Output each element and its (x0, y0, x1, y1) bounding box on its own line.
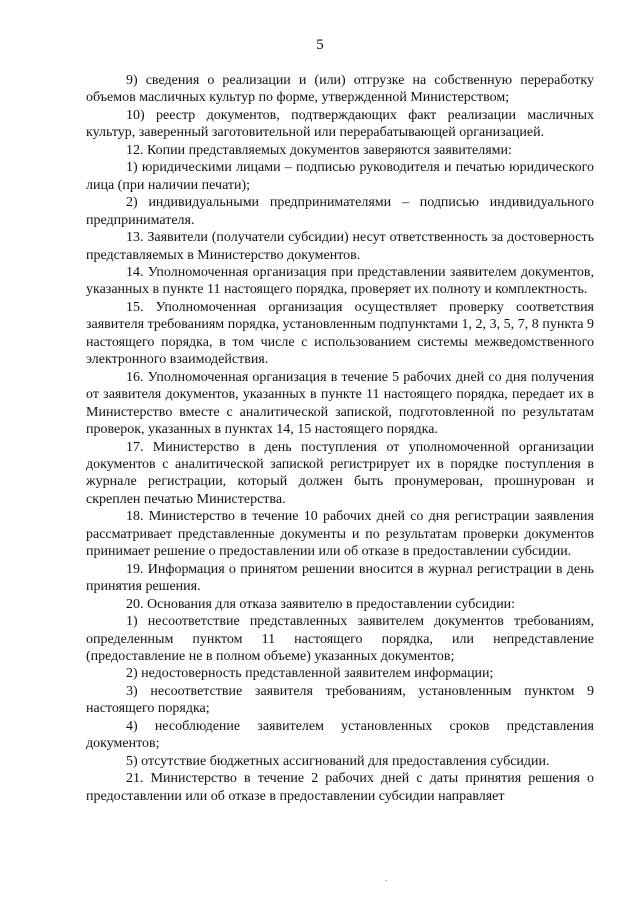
paragraph: 16. Уполномоченная организация в течение 5 рабочих дней со дня получения от заявителя документов, указанных в пункте 11 настоящего порядка, передает их в Министерство вместе с аналитической запиской, подготовленной по результатам проверок, указанных в пунктах 14, 15 настоящего порядка. (86, 369, 594, 438)
paragraph: 2) недостоверность представленной заявителем информации; (126, 666, 494, 682)
document-body (86, 72, 594, 805)
paragraph: 1) несоответствие представленных заявителем документов требованиям, определенным пунктом 11 настоящего порядка, или непредставление (предоставление не в полном объеме) указанных документов; (86, 614, 594, 664)
paragraph: 12. Копии представляемых документов заверяются заявителями: (126, 142, 512, 158)
paragraph: 18. Министерство в течение 10 рабочих дней со дня регистрации заявления рассматривает представленные документы и по результатам проверки документов принимает решение о предоставлении или об отказе в предоставлении субсидии. (86, 509, 594, 560)
paragraph: 5) отсутствие бюджетных ассигнований для предоставления субсидии. (126, 753, 550, 769)
paragraph: 4) несоблюдение заявителем установленных сроков представления документов; (86, 718, 594, 752)
paragraph: 20. Основания для отказа заявителю в предоставлении субсидии: (126, 596, 516, 612)
paragraph: 21. Министерство в течение 2 рабочих дней с даты принятия решения о предоставлении или об отказе в предоставлении субсидии направляет (86, 771, 594, 804)
paragraph: 1) юридическими лицами – подписью руководителя и печатью юридического лица (при наличии печати); (86, 160, 594, 193)
page-number: 5 (316, 37, 324, 53)
paragraph: 10) реестр документов, подтверждающих факт реализации масличных культур, заверенный заготовительной или перерабатывающей организацией. (86, 107, 594, 141)
paragraph: 13. Заявители (получатели субсидии) несут ответственность за достоверность представляемых в Министерство документов. (86, 230, 594, 263)
paragraph: 17. Министерство в день поступления от уполномоченной организации документов с аналитической запиской регистрирует их в порядке поступления в журнале регистрации, который должен быть пронумерован, прошнурован и скреплен печатью Министерства. (86, 439, 594, 507)
paragraph: 14. Уполномоченная организация при представлении заявителем документов, указанных в пункте 11 настоящего порядка, проверяет их полноту и комплектность. (86, 264, 594, 298)
paragraph: 3) несоответствие заявителя требованиям, установленным пунктом 9 настоящего порядка; (86, 683, 594, 717)
paragraph: 15. Уполномоченная организация осуществляет проверку соответствия заявителя требованиям порядка, установленным подпунктами 1, 2, 3, 5, 7, 8 пункта 9 настоящего порядка, в том числе с использованием системы межведомственного электронного взаимодействия. (86, 299, 594, 368)
paragraph: 19. Информация о принятом решении вносится в журнал регистрации в день принятия решения. (86, 561, 594, 595)
scan-speck (385, 880, 387, 881)
paragraph: 9) сведения о реализации и (или) отгрузке на собственную переработку объемов масличных культур по форме, утвержденной Министерством; (86, 73, 594, 106)
paragraph: 2) индивидуальными предпринимателями – подписью индивидуального предпринимателя. (86, 195, 594, 228)
